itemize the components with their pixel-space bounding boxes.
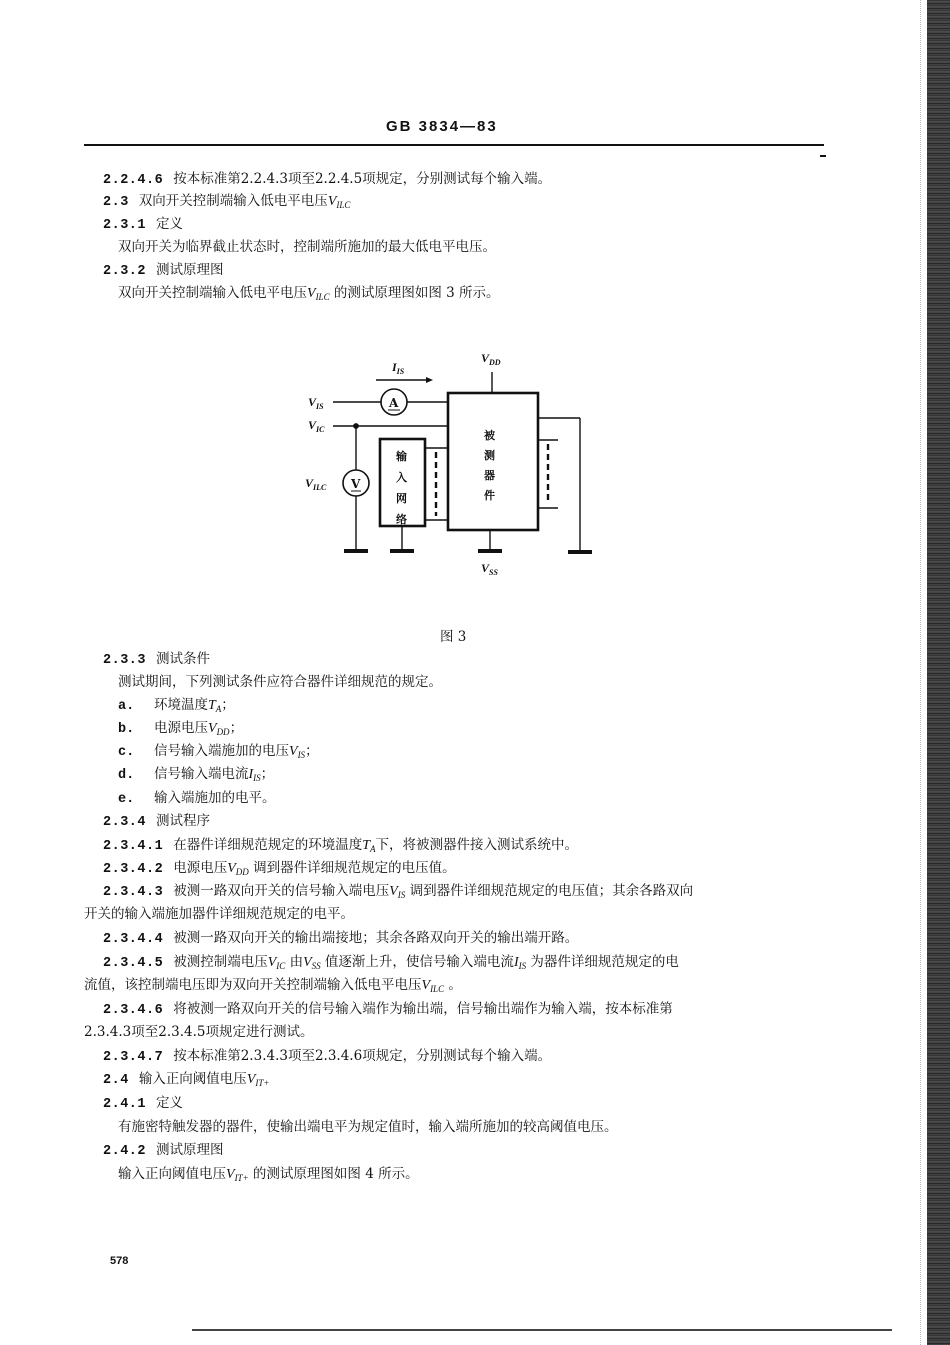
step-2-3-4-4: 2.3.4.4 被测一路双向开关的输出端接地；其余各路双向开关的输出端开路。 (103, 930, 579, 947)
clause-2-2-4-6: 2.2.4.6 按本标准第2.2.4.3项至2.2.4.5项规定，分别测试每个输入端。 (103, 171, 552, 188)
svg-text:入: 入 (396, 471, 407, 484)
label-iis: $I_{IS}$ (392, 360, 405, 376)
condition-item: a. 环境温度$T_A$； (118, 697, 235, 714)
definition-text: 双向开关为临界截止状态时，控制端所施加的最大低电平电压。 (118, 239, 496, 255)
standard-number-header: GB 3834—83 (386, 118, 498, 135)
svg-text:网: 网 (396, 492, 407, 505)
condition-item: b. 电源电压$V_{DD}$； (118, 720, 244, 737)
definition-text-2-4-1: 有施密特触发器的器件，使输出端电平为规定值时，输入端所施加的较高阈值电压。 (118, 1119, 618, 1135)
condition-item: e. 输入端施加的电平。 (118, 790, 276, 807)
clause-2-3-1-heading: 2.3.1 定义 (103, 216, 184, 233)
scan-binding-edge (927, 0, 950, 1345)
symbol-vilc: $V_{ILC}$ (327, 194, 351, 210)
label-vilc: $V_{ILC}$ (305, 476, 327, 492)
header-rule (84, 144, 824, 146)
svg-text:测: 测 (484, 449, 495, 462)
figure-4-reference-text: 输入正向阈值电压$V_{IT+}$ 的测试原理图如图 4 所示。 (118, 1166, 419, 1183)
step-2-3-4-5-continued: 流值，该控制端电压即为双向开关控制端输入低电平电压$V_{ILC}$ 。 (84, 977, 462, 994)
figure-reference-text: 双向开关控制端输入低电平电压$V_{ILC}$ 的测试原理图如图 3 所示。 (118, 285, 500, 302)
step-2-3-4-1: 2.3.4.1 在器件详细规范规定的环境温度$T_A$下，将被测器件接入测试系统中。 (103, 837, 579, 854)
label-vis: $V_{IS}$ (308, 395, 324, 411)
step-2-3-4-3-continued: 开关的输入端施加器件详细规范规定的电平。 (84, 906, 354, 922)
clause-2-4-2-heading: 2.4.2 测试原理图 (103, 1142, 224, 1159)
scan-bottom-edge (192, 1329, 892, 1331)
clause-2-4-1-heading: 2.4.1 定义 (103, 1095, 184, 1112)
svg-text:件: 件 (484, 489, 495, 502)
conditions-intro: 测试期间，下列测试条件应符合器件详细规范的规定。 (118, 674, 442, 690)
condition-item: d. 信号输入端电流$I_{IS}$； (118, 766, 275, 783)
step-2-3-4-7: 2.3.4.7 按本标准第2.3.4.3项至2.3.4.6项规定，分别测试每个输入端。 (103, 1048, 552, 1065)
ammeter-icon: A (389, 396, 399, 410)
scan-gutter-dots (920, 0, 922, 1345)
svg-text:络: 络 (396, 513, 407, 526)
step-2-3-4-6: 2.3.4.6 将被测一路双向开关的信号输入端作为输出端，信号输出端作为输入端，按本标准第 (103, 1001, 673, 1018)
step-2-3-4-6-continued: 2.3.4.3项至2.3.4.5项规定进行测试。 (84, 1024, 314, 1040)
svg-text:输: 输 (396, 450, 407, 463)
clause-2-3-4-heading: 2.3.4 测试程序 (103, 813, 211, 830)
clause-2-3-2-heading: 2.3.2 测试原理图 (103, 262, 224, 279)
clause-2-3-3-heading: 2.3.3 测试条件 (103, 651, 211, 668)
condition-item: c. 信号输入端施加的电压$V_{IS}$； (118, 743, 319, 760)
test-circuit-diagram (300, 340, 600, 590)
step-2-3-4-5: 2.3.4.5 被测控制端电压$V_{IC}$ 由$V_{SS}$ 值逐渐上升，使信号输入端电流$I_{IS}$ 为器件详细规范规定的电 (103, 954, 679, 971)
figure-caption: 图 3 (440, 629, 467, 645)
step-2-3-4-2: 2.3.4.2 电源电压$V_{DD}$ 调到器件详细规范规定的电压值。 (103, 860, 456, 877)
svg-text:器: 器 (484, 469, 495, 482)
page-number: 578 (110, 1255, 129, 1267)
section-2-4-heading: 2.4 输入正向阈值电压$V_{IT+}$ (103, 1071, 270, 1088)
voltmeter-icon: V (351, 477, 361, 491)
svg-text:被: 被 (484, 429, 495, 442)
label-vss: $V_{SS}$ (481, 561, 498, 577)
step-2-3-4-3: 2.3.4.3 被测一路双向开关的信号输入端电压$V_{IS}$ 调到器件详细规范规定的电压值；其余各路双向 (103, 883, 694, 900)
label-vic: $V_{IC}$ (308, 418, 325, 434)
scan-artifact (820, 155, 826, 157)
label-vdd: $V_{DD}$ (481, 351, 501, 367)
section-2-3-heading: 2.3 双向开关控制端输入低电平电压$V_{ILC}$ (103, 193, 351, 210)
